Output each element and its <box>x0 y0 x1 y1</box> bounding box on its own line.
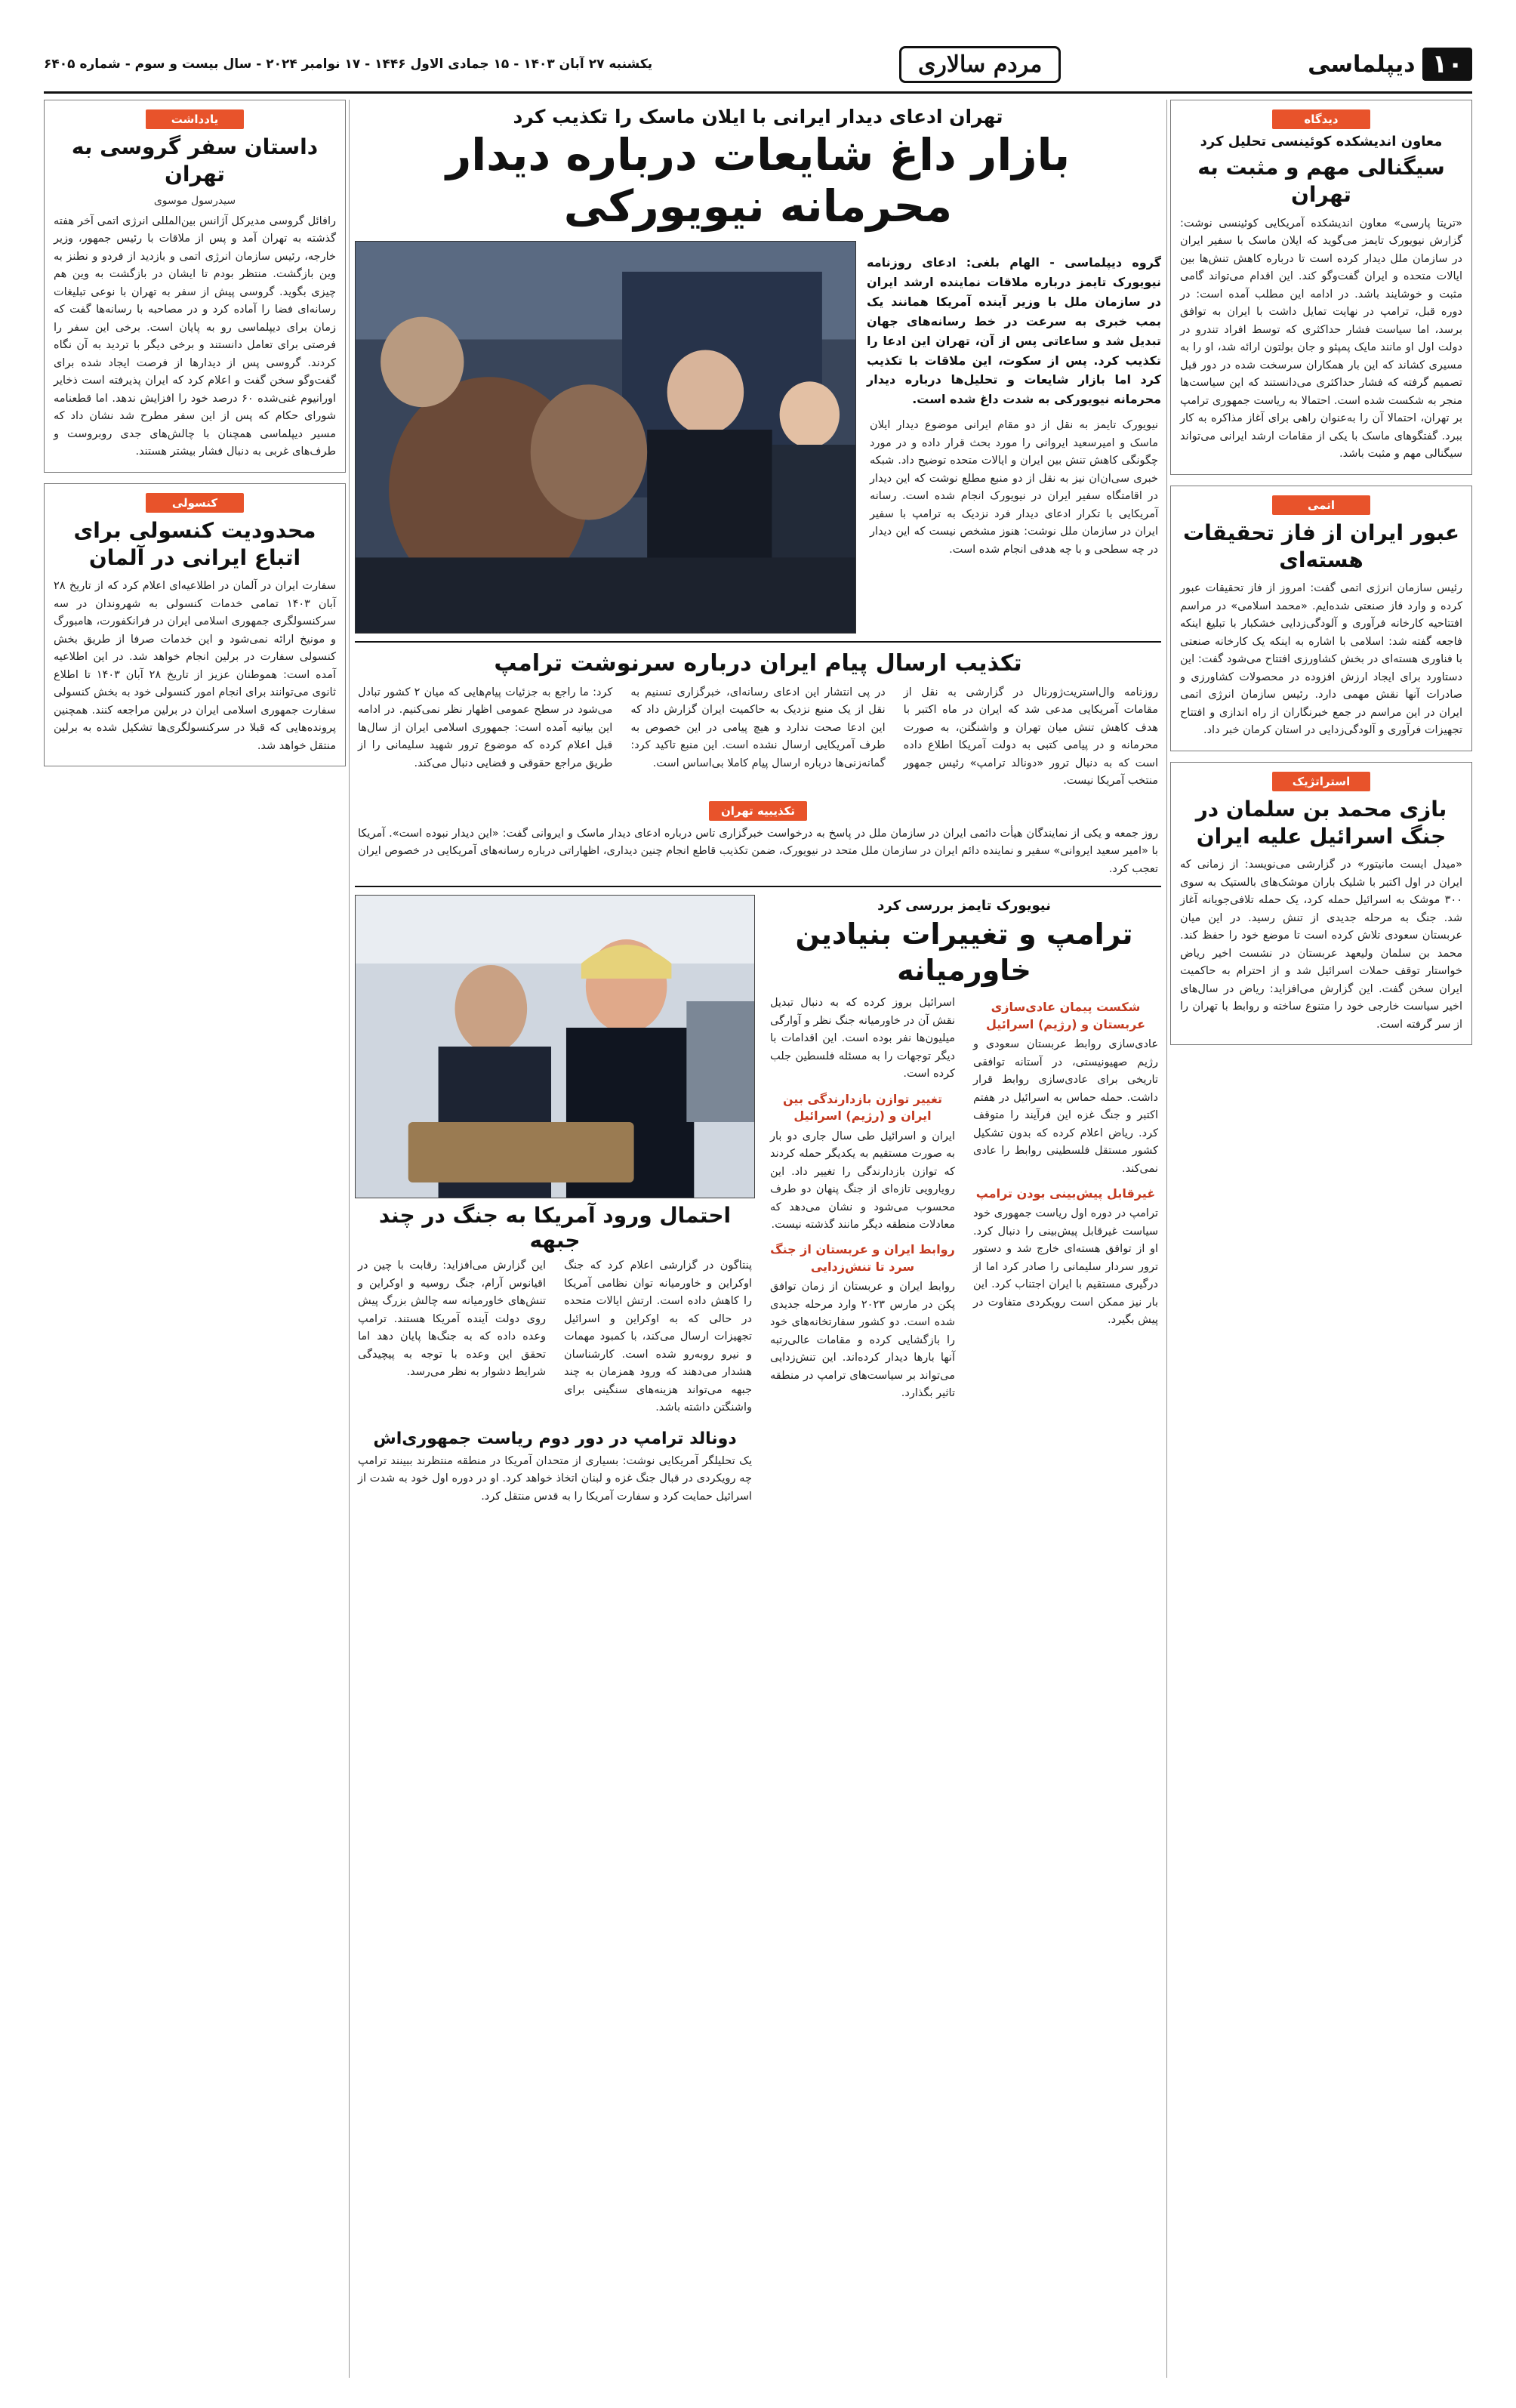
lead-text <box>867 241 1161 634</box>
article-headline: عبور ایران از فاز تحقیقات هسته‌ای <box>1182 520 1459 572</box>
category-tag: دیدگاه <box>1272 109 1370 129</box>
category-tag: یادداشت <box>146 109 244 129</box>
article-headline: داستان سفر گروسی به تهران <box>71 134 319 187</box>
article-body: عادی‌سازی روابط عربستان سعودی و رژیم صهیونیستی، در آستانه توافقی تاریخی برای عادی‌سازی روابط قرار داشت. حمله حماس به اسرائیل در هفتم اکتبر و جنگ غزه این فرآیند را متوقف کرد. ریاض اعلام کرده که بدون تشکیل کشور مستقل فلسطینی روابط را عادی نمی‌کند. <box>973 1038 1158 1175</box>
red-subhead: غیرقابل پیش‌بینی بودن ترامپ <box>975 1186 1156 1201</box>
sub-article-body: در پی انتشار این ادعای رسانه‌ای، خبرگزاری تسنیم به نقل از یک منبع نزدیک به حاکمیت ایران گزارش داد که این ادعا صحت ندارد و هیچ پیامی در این خصوص به طرف آمریکایی ارسال نشده است. این منبع تاکید کرد: گمانه‌زنی‌ها درباره ارسال پیام کاملا بی‌اساس است. <box>630 686 886 769</box>
section-rule <box>355 886 1161 887</box>
article-headline: سیگنالی مهم و مثبت به تهران <box>1197 155 1445 208</box>
article-body: این گزارش می‌افزاید: رقابت با چین در اقیانوس آرام، جنگ روسیه و اوکراین و تنش‌های خاورمیانه سه چالش بزرگ پیش روی دولت آینده آمریکا هستند. ترامپ وعده داده که به جنگ‌ها پایان دهد اما تحقق این وعده با توجه به پیچیدگی شرایط دشوار به نظر می‌رسد. <box>358 1259 546 1379</box>
lead-body: نیویورک تایمز به نقل از دو مقام ایرانی موضوع دیدار ایلان ماسک و امیرسعید ایروانی را مورد بحث قرار داده و در مورد چگونگی کاهش تنش بین ایران و ایالات متحده توضیح داد. شبکه خبری سی‌ان‌ان نیز به نقل از دو منبع مطلع نوشت که این دیدار در اقامتگاه سفیر ایران در نیویورک انجام شده است. رسانه آمریکایی با تکرار ادعای دیدار فرد نزدیک به ترامپ با سفیر ایران در سازمان ملل نوشت: هنوز مشخص نیست که این دیدار در چه سطحی و با چه هدفی انجام شده است. <box>870 419 1158 556</box>
article-body: سفارت ایران در آلمان در اطلاعیه‌ای اعلام کرد که از تاریخ ۲۸ آبان ۱۴۰۳ تمامی خدمات کنسولی به شهروندان در سه سرکنسولگری جمهوری اسلامی ایران در فرانکفورت، هامبورگ و مونیخ ارائه نمی‌شود و این خدمات صرفا از طریق بخش کنسولی سفارت در برلین انجام خواهد شد. در این اطلاعیه آمده است: هموطنان عزیز از تاریخ ۲۸ آبان ۱۴۰۳ تا اطلاع ثانوی می‌توانند برای انجام امور کنسولی خود به بخش کنسولی سفارت جمهوری اسلامی ایران در برلین مراجعه کنند. همچنین پرونده‌هایی که قبلا در سرکنسولگری‌ها تشکیل شده به برلین منتقل خواهد شد. <box>54 580 336 752</box>
lead-intro: گروه دیپلماسی - الهام بلغی: ادعای روزنامه نیویورک تایمز درباره ملاقات نماینده ارشد ایران در سازمان ملل با وزیر آینده آمریکا همانند یک بمب خبری به سرعت در خط رسانه‌های جهان تبدیل شد و ساعاتی پس از آن، تهران این ادعا را تکذیب کرد. پس از سکوت، این ملاقات با تکذیب کرد اما بازار شایعات و تحلیل‌ها درباره دیدار محرمانه نیویورکی به شدت داغ شده است. <box>867 255 1161 407</box>
article-body: رئیس سازمان انرژی اتمی گفت: امروز از فاز تحقیقات عبور کرده و وارد فاز صنعتی شده‌ایم. «محمد اسلامی» در مراسم افتتاحیه کارخانه فرآوری و آلودگی‌زدایی خشکبار با تبلیغ اینکه فاجعه گفته شد: اسلامی با اشاره به اینکه یک کارخانه صنعتی با فناوری هسته‌ای در بخش کشاورزی افتتاح می‌شود گفت: این دستاورد برای ایجاد ارزش افزوده در محصولات کشاورزی و صادرات آنها نقش مهمی دارد. رئیس سازمان انرژی اتمی ایران در این مراسم در جمع خبرنگاران از راه اندازی و افتتاح تجهیزات فرآوری و آلودگی‌زدایی در استان کرمان خبر داد. <box>1180 582 1462 737</box>
center-area <box>355 100 1161 2378</box>
sub-article-body: کرد: ما راجع به جزئیات پیام‌هایی که میان ۲ کشور تبادل می‌شود در سطح عمومی اظهار نظر نمی‌کنیم. در ادامه این بیانیه آمده است: جمهوری اسلامی ایران از سال‌ها قبل اعلام کرده که موضوع ترور شهید سلیمانی را از طریق مراجع حقوقی و قضایی دنبال می‌کند. <box>358 686 613 769</box>
article-body: «تریتا پارسی» معاون اندیشکده آمریکایی کوئینسی نوشت: گزارش نیویورک تایمز می‌گوید که ایلان ماسک با سفیر ایران در سازمان ملل دیدار کرده است تا درباره کاهش تنش‌ها بین ایالات متحده و ایران گفت‌وگو کند. این اقدام می‌تواند گامی مثبت و خوشایند باشد. در ادامه این مطلب آمده است: در دوره قبل، ترامپ در نهایت تمایل داشت با ایران به توافق برسد، اما سیاست فشار حداکثری که توسط افراد تندرو در دولت اول او مانند مایک پمپئو و جان بولتون ارائه شد، او را به مسیری کشاند که این بار همکاران سرسخت شده در دور قبل تصمیم گرفته که فشار حداکثری می‌دانستند که این سیاست‌ها منجر به شکست شده است. احتمالا به ریاست جمهوری ترامپ بر تهران، احتمالا آن را به‌عنوان راهی برای آغاز مذاکره به کار ببرد. گفتگوهای ماسک با یکی از مقامات ارشد ایرانی می‌تواند سیگنالی مهم و مثبت باشد. <box>1180 217 1462 461</box>
article-strategic <box>1170 762 1472 1046</box>
category-tag: کنسولی <box>146 493 244 513</box>
article-body: روابط ایران و عربستان از زمان توافق پکن در مارس ۲۰۲۳ وارد مرحله جدیدی شده است. دو کشور سفارتخانه‌های خود را بازگشایی کرده و مقامات عالی‌رتبه آنها بارها دیدار کرده‌اند. این تنش‌زدایی می‌تواند بر سیاست‌های ترامپ در منطقه تاثیر بگذارد. <box>770 1281 955 1400</box>
column-divider-right <box>1166 100 1167 2378</box>
page-number: ۱۰ <box>1422 48 1472 81</box>
section-title <box>1308 48 1472 81</box>
masthead <box>44 42 1472 87</box>
article-body: رافائل گروسی مدیرکل آژانس بین‌المللی انرژی اتمی آخر هفته گذشته به تهران آمد و پس از ملاقات با رئیس جمهور، وزیر خارجه، رئیس سازمان انرژی اتمی و بازدید از فردو و نطنز به وین بازگشت. منتظر بودم تا ایشان در بازگشت به وین هم چیزی بگوید. گروسی پیش از سفر به تهران با نوعی تبلیغات رسانه‌ای فضا را آماده کرد و در مصاحبه با رسانه‌ها گفت که زمان برای دیپلماسی رو به پایان است. برخی این سفر را فرصتی برای تعامل دانستند و برخی دیگر با تردید به آن نگاه کردند. گروسی پس از دیدارها از فرصت ایجاد شده برای گفت‌وگو سخن گفت و اعلام کرد که ایران پذیرفته است ذخایر اورانیوم غنی‌شده ۶۰ درصد خود را افزایش ندهد. اما قطعنامه شورای حکام که پس از این سفر مطرح شد نشان داد که مسیر دیپلماسی همچنان با چالش‌های جدی روبروست و طرف‌های غربی به دنبال فشار بیشتر هستند. <box>54 214 336 458</box>
sub-article-body: روزنامه وال‌استریت‌ژورنال در گزارشی به نقل از مقامات آمریکایی مدعی شد که ایران در ماه اکتبر با هدف کاهش تنش میان تهران و واشنگتن، به صورت محرمانه و در پیامی کتبی به دولت آمریکا اطلاع داده است که به دنبال ترور «دونالد ترامپ» رئیس جمهور منتخب آمریکا نیست. <box>903 686 1158 788</box>
article-body: ترامپ در دوره اول ریاست جمهوری خود سیاست غیرقابل پیش‌بینی را دنبال کرد. او از توافق هسته‌ای خارج شد و دستور ترور سردار سلیمانی را صادر کرد اما از درگیری مستقیم با ایران اجتناب کرد. این بار نیز ممکن است رویکردی متفاوت در پیش بگیرد. <box>973 1207 1158 1327</box>
article-opinion <box>1170 100 1472 475</box>
lead-row <box>355 241 1161 634</box>
category-tag: تکذیبیه تهران <box>709 801 807 821</box>
article-note <box>44 100 346 473</box>
article-kicker: نیویورک تایمز بررسی کرد <box>877 898 1051 914</box>
article-body: ایران و اسرائیل طی سال جاری دو بار به صورت مستقیم به یکدیگر حمله کردند که توازن بازدارندگی را تغییر داد. این رویارویی تازه‌ای از جنگ پنهان دو طرف محسوب می‌شود و نشان می‌دهد که معادلات منطقه دیگر مانند گذشته نیست. <box>770 1130 955 1231</box>
sub-article-columns <box>355 684 1161 798</box>
red-subhead: تغییر توازن بازدارندگی بین ایران و (رژیم) اسرائیل <box>783 1091 942 1124</box>
section-name: دیپلماسی <box>1308 51 1416 78</box>
category-tag: استراتژیک <box>1272 772 1370 791</box>
middle-row <box>355 895 1161 1513</box>
strip-body: روز جمعه و یکی از نمایندگان هیأت دائمی ایران در سازمان ملل در پاسخ به درخواست خبرگزاری تاس درباره ادعای دیدار ماسک و ایروانی گفت: «این دیدار نبوده است». آمریکا با «امیر سعید ایروانی» سفیر و نماینده دائم ایران در سازمان ملل متحد در نیویورک، ضمن تکذیب قاطع انجام چنین دیداری، اظهاراتی درباره رسانه‌های آمریکایی در خصوص ایران تعجب کرد. <box>358 827 1158 875</box>
column-divider-left <box>349 100 350 2378</box>
red-subhead: روابط ایران و عربستان از جنگ سرد تا تنش‌زدایی <box>770 1242 955 1274</box>
article-headline: احتمال ورود آمریکا به جنگ در چند جبهه <box>378 1203 732 1253</box>
war-article <box>355 895 755 1513</box>
article-body: پنتاگون در گزارشی اعلام کرد که جنگ اوکراین و خاورمیانه توان نظامی آمریکا را کاهش داده است. ارتش ایالات متحده در حالی که به اوکراین و اسرائیل تجهیزات ارسال می‌کند، با کمبود مهمات و نیرو روبه‌رو شده است. کارشناسان هشدار می‌دهند که ورود همزمان به چند جبهه می‌تواند هزینه‌های سنگینی برای واشنگتن داشته باشد. <box>564 1259 752 1414</box>
crowd-photo-illustration <box>356 242 855 633</box>
article-body: اسرائیل بروز کرده که به دنبال تبدیل نقش آن در خاورمیانه جنگ نظر و آوارگی میلیون‌ها نفر بوده است. این اقدامات با دیگر توجهات را به مسئله فلسطین جلب کرده است. <box>770 997 955 1081</box>
lead-kicker: تهران ادعای دیدار ایرانی با ایلان ماسک را تکذیب کرد <box>513 106 1003 128</box>
newspaper-logo: مردم سالاری <box>899 46 1061 83</box>
article-headline: ترامپ و تغییرات بنیادین خاورمیانه <box>795 917 1133 987</box>
section-rule <box>355 641 1161 643</box>
dateline: یکشنبه ۲۷ آبان ۱۴۰۳ - ۱۵ جمادی الاول ۱۴۴۶ - ۱۷ نوامبر ۲۰۲۴ - سال بیست و سوم - شماره ۶۴۰۵ <box>44 57 653 72</box>
category-tag: اتمی <box>1272 495 1370 515</box>
lead-photo <box>355 241 856 634</box>
left-column <box>44 100 346 2378</box>
article-byline: سیدرسول موسوی <box>153 194 236 207</box>
right-column <box>1170 100 1472 2378</box>
article-body: یک تحلیلگر آمریکایی نوشت: بسیاری از متحدان آمریکا در منطقه منتظرند ببینند ترامپ چه رویکردی در قبال جنگ غزه و لبنان اتخاذ خواهد کرد. او در دوره اول خود به شدت از اسرائیل حمایت کرد و سفارت آمریکا را به قدس منتقل کرد. <box>358 1454 752 1503</box>
article-headline: محدودیت کنسولی برای اتباع ایرانی در آلمان <box>73 517 316 570</box>
trump-photo <box>355 895 755 1198</box>
article-nuclear <box>1170 486 1472 751</box>
masthead-rule <box>44 91 1472 94</box>
trump-article <box>767 895 1161 1513</box>
press-photo-illustration <box>356 896 754 1198</box>
article-consular <box>44 483 346 767</box>
sub-headline: دونالد ترامپ در دور دوم ریاست جمهوری‌اش <box>373 1429 737 1448</box>
article-headline: بازی محمد بن سلمان در جنگ اسرائیل علیه ایران <box>1195 796 1447 849</box>
article-body: «میدل ایست مانیتور» در گزارشی می‌نویسد: از زمانی که ایران در اول اکتبر با شلیک باران موشک‌های بالستیک به سوی ۳۰۰ موشک به اسرائیل حمله کرد، یک حمله تلافی‌جویانه آغاز شد. جنگ به مرحله جدیدی از تنش رسید. در این میان عربستان سعودی تلاش کرده است تا موضع خود را حفظ کند. محمد بن سلمان ولیعهد عربستان در نشست اخیر ریاض خواستار توقف حملات اسرائیل شد و از احترام به حاکمیت ایران سخن گفت. این گزارش می‌افزاید: ریاض در سال‌های اخیر سیاست خارجی خود را متنوع ساخته و روابط با تهران را از سر گرفته است. <box>1180 859 1462 1031</box>
sub-headline: تکذیب ارسال پیام ایران درباره سرنوشت ترامپ <box>494 650 1022 677</box>
lead-headline: بازار داغ شایعات درباره دیدار محرمانه نیویورکی <box>445 129 1071 232</box>
article-kicker: معاون اندیشکده کوئینسی تحلیل کرد <box>1200 134 1443 150</box>
red-subhead: شکست پیمان عادی‌سازی عربستان و (رژیم) اسرائیل <box>985 1000 1146 1031</box>
